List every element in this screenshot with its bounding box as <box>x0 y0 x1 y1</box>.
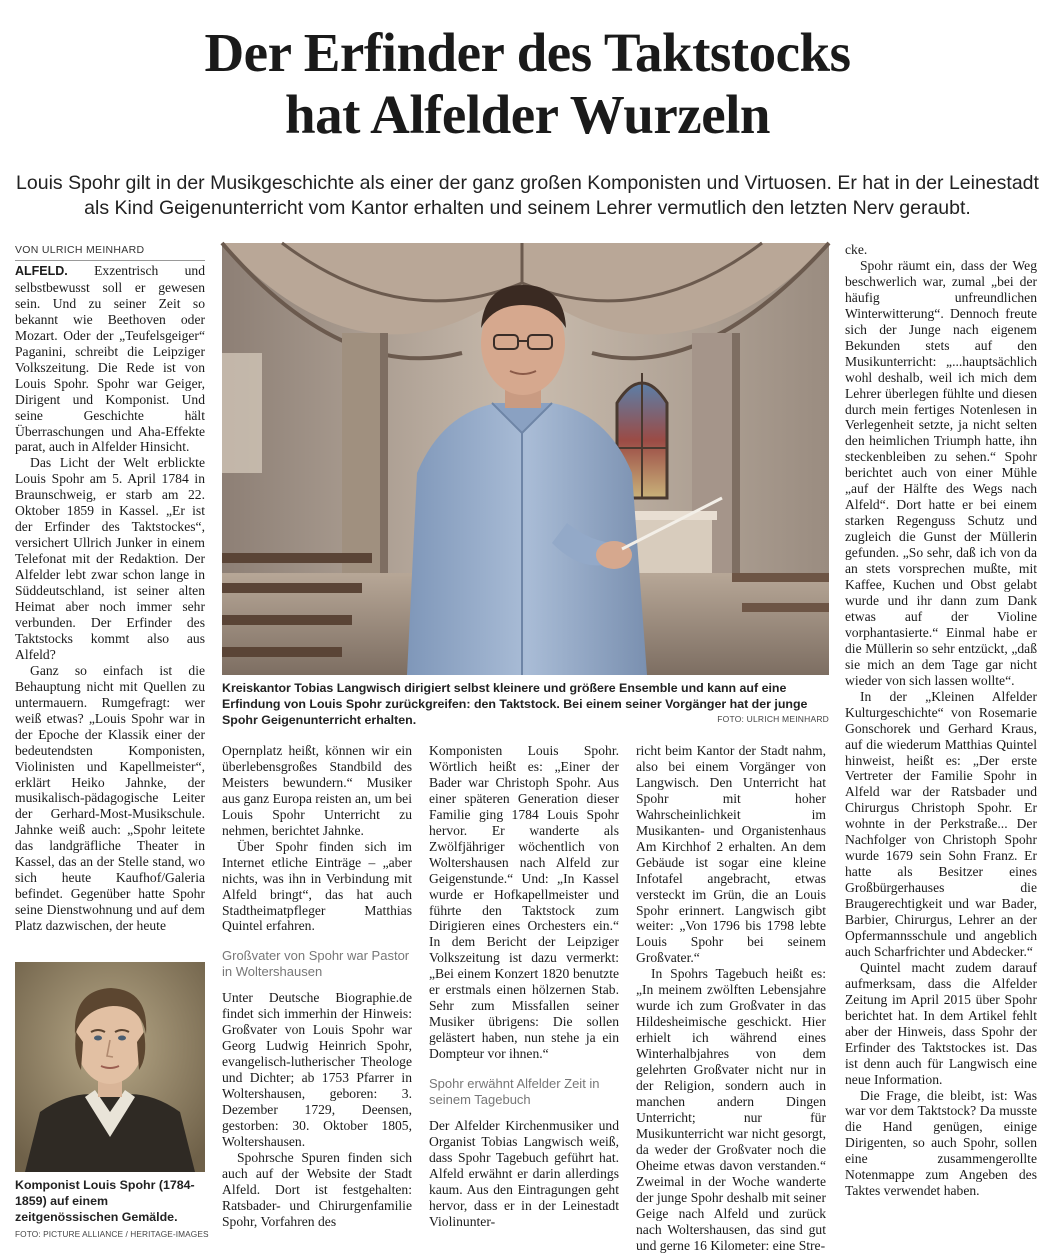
article-paragraph: cke. <box>845 242 868 257</box>
article-column-1 <box>15 263 205 948</box>
subheadline-line-2: als Kind Geigenunterricht vom Kantor erhalten und seinem Lehrer vermutlich den letzten Nerv geraubt. <box>84 197 971 219</box>
article-paragraph: Das Licht der Welt erblickte Louis Spohr am 5. April 1784 in Braunschweig, er starb am 22. Oktober 1859 in Kassel. „Er ist der Erfinder des Taktstockes“, versichert Ullrich Junker in einem Telefonat mit der Redaktion. Der Alfelder lebt zwar schon lange in Süddeutschland, ist seiner alten Heimat aber noch immer sehr verbunden. Der Erfinder des Taktstocks kommt also aus Alfeld? <box>15 455 205 662</box>
portrait-image <box>15 962 205 1172</box>
section-subheading: Spohr erwähnt Alfelder Zeit in seinem Tagebuch <box>429 1076 600 1108</box>
article-column-2 <box>222 743 412 1243</box>
article-paragraph: Unter Deutsche Biographie.de findet sich immerhin der Hinweis: Großvater von Louis Spohr war Georg Ludwig Heinrich Spohr, evangelisch-lutherischer Theologe und Dichter; ab 1753 Pfarrer in Woltershausen, geboren: 3. Dezember 1729, Deensen, gestorben: 30. Oktober 1805, Woltershausen. <box>222 990 412 1150</box>
main-photo-credit: FOTO: ULRICH MEINHARD <box>717 714 829 724</box>
byline: VON ULRICH MEINHARD <box>15 244 205 261</box>
article-paragraph: Die Frage, die bleibt, ist: Was war vor dem Taktstock? Da musste die Hand genügen, einige Dirigenten, so auch Spohr, sollen eine zusammengerollte Notenmappe zum Angeben des Taktes verwendet haben. <box>845 1087 1037 1199</box>
photo-kantor-in-church <box>222 243 829 675</box>
article-paragraph: In der „Kleinen Alfelder Kulturgeschichte“ von Rosemarie Gonschorek und Gerhard Kraus, auf die wiederum Matthias Quintel hinweist, heißt es: „Der erste Vertreter der Familie Spohr in Alfeld war der Ratsbader und Chirurgus Christoph Spohr. Er wohnte in der Perkstraße... Der Nachfolger von Christoph Spohr wurde 1679 sein Sohn Franz. Er hatte als Besitzer eines Großbürgerhauses die Braugerechtigkeit und war Bader, Barbier, Chirurgus, Lehrer an der Opfermannsschule und angeblich auch Scharfrichter und Abdecker.“ <box>845 688 1037 959</box>
headline <box>0 22 1055 146</box>
article-column-5 <box>845 242 1037 1247</box>
section-subheading: Großvater von Spohr war Pastor in Woltershausen <box>222 948 410 980</box>
subheadline-line-1: Louis Spohr gilt in der Musikgeschichte als einer der ganz großen Komponisten und Virtuosen. Er hat in der Leinestadt <box>16 172 1039 194</box>
article-paragraph: Spohr räumt ein, dass der Weg beschwerlich war, zumal „bei der häufig unfreundlichen Winterwitterung“. Dennoch freute sich der Junge nach eigenem Bekunden stets auf den Musikunterricht: „...hauptsächlich wohl deshalb, weil ich mich dem Lehrer überlegen fühlte und diesen durch mein fertiges Notenlesen in Verlegenheit setzte, ja nicht selten den heimlichen Triumph hatte, ihn steckenbleiben zu sehen.“ Spohr berichtet auch von einer Mühle „auf der Hälfte des Wegs nach Alfeld“. Dort hatte er bei einem starken Regenguss Schutz und zugleich die Gunst der Müllerin gefunden. „So sehr, daß ich von da an stets vorsprechen mußte, mit Kaffee, Kuchen und Obst gelabt wurde und ihr dann zum Dank etwas auf der Violine vorphantasierte.“ Einmal habe er die Müllerin so sehr entzückt, „daß sie mich an dem Tage gar nicht wieder von sich lassen wollte“. <box>845 257 1037 688</box>
portrait-caption: Komponist Louis Spohr (1784-1859) auf einem zeitgenössischen Gemälde. <box>15 1178 195 1224</box>
article-column-3 <box>429 743 619 1243</box>
paragraph-text: Exzentrisch und selbstbewusst soll er gewesen sein. Und zu seiner Zeit so bekannt wie Beethoven oder Mozart. Oder der „Teufelsgeiger“ Paganini, schreibt die Leipziger Volkszeitung. Die Rede ist von Louis Spohr. Spohr war Geiger, Dirigent und Komponist. Und seine Geschichte hält Überraschungen und Aha-Effekte parat, auch in Alfelder Hinsicht. <box>15 263 205 455</box>
article-paragraph <box>15 263 205 455</box>
article-paragraph: richt beim Kantor der Stadt nahm, also bei einem Vorgänger von Langwisch. Den Unterricht hat Spohr mit hoher Wahrscheinlichkeit im Musikanten- und Organistenhaus Am Kirchhof 2 erhalten. An dem Gebäude ist sogar eine kleine Infotafel angebracht, etwas versteckt im Grün, die an Louis Spohr erinnert. Langwisch gibt weiter: „Von 1796 bis 1798 lebte Louis Spohr bei seinem Großvater.“ <box>636 743 826 966</box>
subheadline <box>15 171 1040 221</box>
article-paragraph: Über Spohr finden sich im Internet etliche Einträge – „aber nichts, was ihn in Verbindung mit Alfeld bringt“, das hat auch Stadtheimatpfleger Matthias Quintel erfahren. <box>222 838 412 934</box>
main-photo-caption: Kreiskantor Tobias Langwisch dirigiert selbst kleinere und größere Ensemble und kann auf eine Erfindung von Louis Spohr zurückgreifen: den Taktstock. Bei einem seiner Vorgänger hat der junge Spohr Geigenunterricht erhalten. <box>222 681 808 727</box>
article-column-4 <box>636 743 826 1253</box>
main-photo <box>222 243 829 675</box>
article-paragraph: Ganz so einfach ist die Behauptung nicht mit Quellen zu untermauern. Rumgefragt: wer weiß etwas? „Louis Spohr war in der Epoche der Klassik einer der bedeutendsten Komponisten, Violinisten und Kapellmeister“, erklärt Heiko Jahnke, der musikalisch-pädagogische Leiter der Gerhard-Most-Musikschule. Jahnke weiß auch: „Spohr leitete das landgräfliche Theater in Kassel, das an der Stelle stand, wo sich heute Kaufhof/Galeria befindet. Gegenüber hatte Spohr seine Dienstwohnung und auf dem Platz dazwischen, der heute <box>15 662 205 934</box>
article-paragraph: In Spohrs Tagebuch heißt es: „In meinem zwölften Lebensjahre wurde ich zum Großvater in das Hildesheimische geschickt. Hier erhielt ich während eines Winterhalbjahres von dem gelehrten Großvater nicht nur in der Religion, sondern auch in manchen andern Dingen Unterricht; nur für Musikunterricht war nicht gesorgt, da weder der Großvater noch die Oheime etwas davon verstanden.“ Zweimal in der Woche wanderte der junge Spohr deshalb mit seiner Geige nach Alfeld und zurück nach Woltershausen, das sind gut und gerne 16 Kilometer: eine Stre- <box>636 966 826 1253</box>
article-paragraph: Der Alfelder Kirchenmusiker und Organist Tobias Langwisch weiß, dass Spohr Tagebuch geführt hat. Alfeld erwähnt er darin allerdings kaum. Aus den Eintragungen geht hervor, dass er in der Leinestadt Violinunter- <box>429 1118 619 1229</box>
article-paragraph: Quintel macht zudem darauf aufmerksam, dass die Alfelder Zeitung im April 2015 über Spohr berichtet hat. In dem Artikel fehlt aber der Hinweis, dass Spohr der Erfinder des Taktstockes ist. Das ist denn auch für Langwisch eine neue Information. <box>845 959 1037 1087</box>
painting-louis-spohr <box>15 962 205 1172</box>
headline-line-1: Der Erfinder des Taktstocks <box>204 22 851 83</box>
article-paragraph: Komponisten Louis Spohr. Wörtlich heißt es: „Einer der Bader war Christoph Spohr. Aus einer späteren Generation dieser Familie ging 1784 Louis Spohr hervor. Er wanderte als Zwölfjähriger wöchentlich von Woltershausen nach Alfeld zur Geigenstunde.“ Und: „In Kassel wurde er Hofkapellmeister und führte den Taktstock zum Dirigieren eines Orchesters ein.“ In dem Bericht der Leipziger Volkszeitung ist dazu vermerkt: „Bei einem Konzert 1820 benutzte er erstmals einen hölzernen Stab. Sehr zum Missfallen seiner Musiker übrigens: Die sollen gelästert haben, nun stehe ja ein Dompteur vor ihnen.“ <box>429 743 619 1062</box>
article-paragraph: Spohrsche Spuren finden sich auch auf der Website der Stadt Alfeld. Dort ist festgehalten: Ratsbader- und Chirurgenfamilie Spohr, Vorfahren des <box>222 1149 412 1229</box>
article-paragraph: Opernplatz heißt, können wir ein überlebensgroßes Standbild des Meisters bewundern.“ Musiker aus ganz Europa reisten an, um bei Louis Spohr Unterricht zu nehmen, berichtet Jahnke. <box>222 743 412 838</box>
headline-line-2: hat Alfelder Wurzeln <box>285 84 770 145</box>
portrait-credit: FOTO: PICTURE ALLIANCE / HERITAGE-IMAGES <box>15 1229 209 1239</box>
dateline: ALFELD. <box>15 264 68 278</box>
